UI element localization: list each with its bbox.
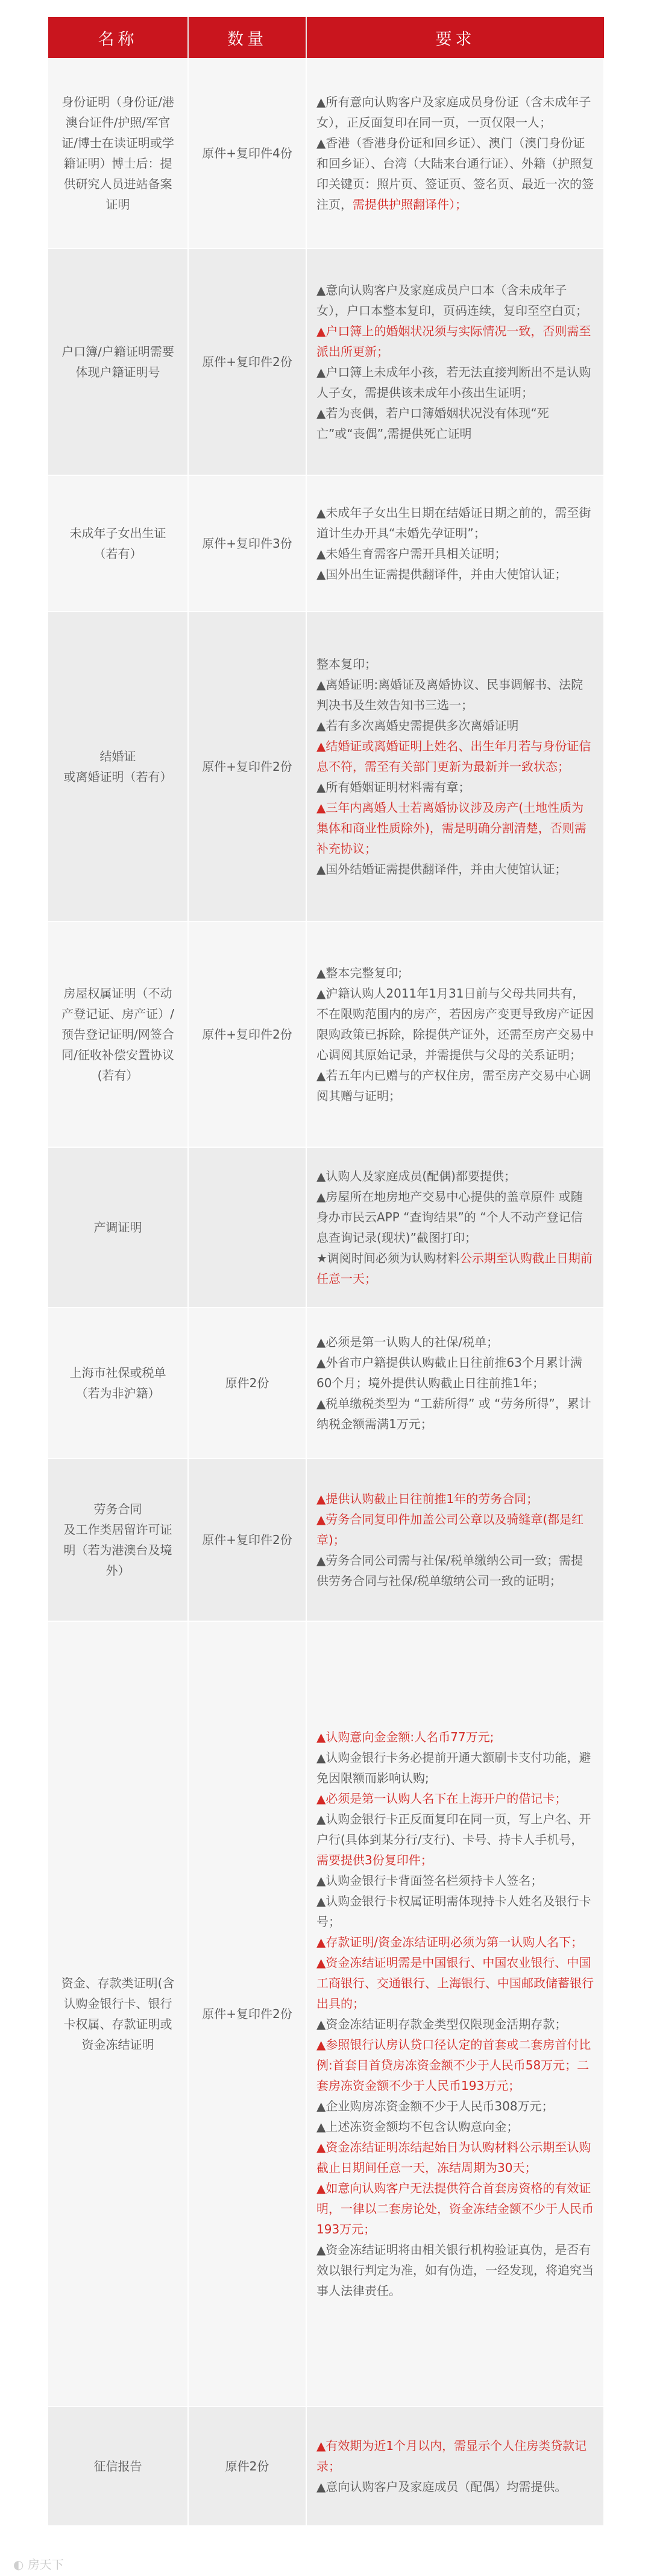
requirements-table [48,17,605,2527]
header-name: 名称 [48,17,188,58]
requirement-text: ▲认购金银行卡正反面复印在同一页，写上户名、开户行(具体到某分行/支行)、卡号、持卡人手机号， [316,1812,591,1847]
requirement-text: ▲必须是第一认购人的社保/税单； [316,1335,499,1349]
requirement-text-highlight: ▲资金冻结证明需是中国银行、中国农业银行、中国工商银行、交通银行、上海银行、中国邮政储蓄银行出具的； [316,1955,594,2011]
requirement-item [316,543,594,564]
requirement-text: ▲整本完整复印; [316,966,403,980]
cell-quantity: 原件+复印件2份 [188,1458,306,1621]
requirement-item [316,1788,594,1809]
requirement-text: ▲认购人及家庭成员(配偶)都要提供； [316,1169,516,1183]
cell-quantity: 原件+复印件2份 [188,1621,306,2407]
requirement-text: ▲劳务合同公司需与社保/税单缴纳公司一致；需提供劳务合同与社保/税单缴纳公司一致的证明； [316,1553,583,1588]
cell-requirements [306,1621,604,2407]
requirement-text: ▲资金冻结证明存款金类型仅限现金活期存款； [316,2017,567,2031]
table-row [48,2407,604,2526]
requirement-item [316,736,594,777]
requirement-text: ▲未婚生育需客户需开具相关证明； [316,546,507,561]
requirement-item [316,2014,594,2034]
requirement-text: ▲认购金银行卡务必提前开通大额刷卡支付功能，避免因限额而影响认购; [316,1750,591,1785]
requirement-item [316,1186,594,1248]
requirement-text: ▲若五年内已赠与的产权住房，需至房产交易中心调阅其赠与证明； [316,1068,591,1103]
requirement-text: ▲国外结婚证需提供翻译件，并由大使馆认证； [316,862,567,876]
cell-document-name: 未成年子女出生证（若有） [48,475,188,612]
requirement-text: ▲离婚证明:离婚证及离婚协议、民事调解书、法院判决书及生效告知书三选一； [316,677,583,712]
requirement-item [316,280,594,321]
cell-requirements [306,612,604,922]
cell-document-name: 上海市社保或税单 （若为非沪籍） [48,1308,188,1458]
cell-requirements [306,922,604,1147]
requirement-item [316,1952,594,2014]
requirement-item [316,674,594,715]
requirement-item [316,2096,594,2116]
cell-requirements [306,2407,604,2526]
footer-brand: 房天下 [27,2557,64,2572]
requirement-text-highlight: ▲劳务合同复印件加盖公司公章以及骑缝章(都是红章)； [316,1512,584,1547]
table-row [48,922,604,1147]
cell-quantity: 原件+复印件2份 [188,922,306,1147]
requirement-item [316,321,594,362]
cell-requirements [306,1458,604,1621]
requirement-item [316,1393,594,1434]
requirement-text: ★调阅时间必须为认购材料 [316,1251,460,1265]
requirement-text-highlight: ▲三年内离婚人士若离婚协议涉及房产(土地性质为集体和商业性质除外)，需是明确分割清楚，否则需补充协议； [316,800,587,856]
requirement-text-highlight: ▲结婚证或离婚证明上姓名、出生年月若与身份证信息不符，需至有关部门更新为最新并一致状态； [316,739,591,774]
requirement-text-highlight: ▲存款证明/资金冻结证明必须为第一认购人名下； [316,1935,583,1949]
requirement-text: ▲资金冻结证明将由相关银行机构验证真伪，是否有效以银行判定为准，如有伪造，一经发现，将追究当事人法律责任。 [316,2242,594,2298]
requirement-text: ▲认购金银行卡背面签名栏须持卡人签名； [316,1873,543,1888]
requirement-item [316,1065,594,1106]
cell-document-name: 房屋权属证明（不动产登记证、房产证）/预告登记证明/网签合同/征收补偿安置协议(若有） [48,922,188,1147]
cell-quantity: 原件+复印件4份 [188,58,306,248]
requirement-text-highlight: ▲认购意向金金额:人名币77万元; [316,1730,494,1744]
requirement-item [316,1891,594,1932]
table-row [48,58,604,248]
requirement-item [316,403,594,444]
header-quantity: 数量 [188,17,306,58]
requirement-item [316,133,594,215]
requirement-item [316,1509,594,1550]
requirement-text-highlight: ▲必须是第一认购人名下在上海开户的借记卡； [316,1791,567,1806]
requirement-text-highlight: ▲提供认购截止日往前推1年的劳务合同； [316,1492,539,1506]
cell-document-name: 资金、存款类证明(含认购金银行卡、银行卡权属、存款证明或资金冻结证明 [48,1621,188,2407]
requirement-item [316,2239,594,2301]
table-body [48,58,604,2526]
table-row [48,612,604,922]
cell-document-name: 户口簿/户籍证明需要体现户籍证明号 [48,248,188,475]
requirement-item [316,1332,594,1352]
cell-document-name: 身份证明（身份证/港澳台证件/护照/军官证/博士在读证明或学籍证明）博士后：提供研究人员进站备案证明 [48,58,188,248]
requirement-text: ▲沪籍认购人2011年1月31日前与父母共同共有，不在限购范围内的房产，若因房产变更导致房产证因限购政策已拆除，除提供产证外，还需至房产交易中心调阅其原始记录，并需提供与父母的关系证明； [316,986,594,1062]
requirement-item [316,1248,594,1289]
requirement-text-highlight: 需要提供3份复印件； [316,1853,433,1867]
requirement-item [316,1166,594,1186]
requirement-text: ▲企业购房冻资金额不少于人民币308万元； [316,2099,554,2113]
requirement-item [316,2137,594,2178]
requirement-item [316,2178,594,2239]
cell-requirements [306,1147,604,1308]
cell-quantity: 原件2份 [188,2407,306,2526]
requirement-text: ▲上述冻资金额均不包含认购意向金； [316,2119,519,2134]
requirement-text: ▲意向认购客户及家庭成员户口本（含未成年子女），户口本整本复印，页码连续，复印至空白页； [316,283,588,318]
cell-quantity: 原件+复印件2份 [188,248,306,475]
requirement-item [316,777,594,797]
table-header-row [48,17,604,58]
requirement-item [316,2116,594,2137]
requirement-text: ▲外省市户籍提供认购截止日往前推63个月累计满60个月；境外提供认购截止日往前推1年； [316,1355,582,1390]
requirement-text: ▲意向认购客户及家庭成员（配偶）均需提供。 [316,2479,567,2494]
requirement-text-highlight: ▲资金冻结证明冻结起始日为认购材料公示期至认购截止日期间任意一天，冻结周期为30天； [316,2140,591,2175]
requirement-item [316,564,594,584]
requirement-item [316,1352,594,1393]
brand-logo-icon: ◐ [13,2557,24,2572]
requirement-text-highlight: ▲如意向认购客户无法提供符合首套房资格的有效证明，一律以二套房论处，资金冻结金额不少于人民币193万元； [316,2181,594,2236]
requirement-text: ▲户口簿上未成年小孩，若无法直接判断出不是认购人子女，需提供该未成年小孩出生证明； [316,365,591,400]
cell-quantity [188,1147,306,1308]
table-row [48,248,604,475]
requirement-text: ▲国外出生证需提供翻译件，并由大使馆认证； [316,567,567,581]
cell-requirements [306,1308,604,1458]
requirement-item [316,2034,594,2096]
requirement-text: ▲若为丧偶，若户口簿婚姻状况没有体现“死亡”或“丧偶”,需提供死亡证明 [316,406,549,441]
requirement-text: ▲税单缴税类型为 “工薪所得” 或 “劳务所得”，累计纳税金额需满1万元； [316,1396,591,1431]
requirement-item [316,1550,594,1591]
requirement-item [316,983,594,1065]
requirement-item [316,1932,594,1952]
requirement-item [316,1489,594,1509]
requirement-item [316,715,594,736]
requirement-item [316,362,594,403]
requirements-table-wrapper [48,17,604,2527]
requirement-item [316,1870,594,1891]
requirement-text-highlight: ▲户口簿上的婚姻状况须与实际情况一致，否则需至派出所更新； [316,324,591,359]
requirement-text-highlight: ▲参照银行认房认贷口径认定的首套或二套房首付比例:首套目首贷房冻资金额不少于人民币58万元；二套房冻资金额不少于人民币193万元； [316,2037,591,2093]
requirement-text: ▲房屋所在地房地产交易中心提供的盖章原件 或随身办市民云APP “查询结果”的 “个人不动产登记信息查询记录(现状)”截图打印； [316,1189,583,1245]
cell-quantity: 原件+复印件2份 [188,612,306,922]
requirement-text: ▲所有意向认购客户及家庭成员身份证（含未成年子女），正反面复印在同一页，一页仅限一人； [316,94,591,130]
cell-requirements [306,58,604,248]
requirement-item [316,654,594,674]
table-row [48,475,604,612]
requirement-text: ▲所有婚姻证明材料需有章； [316,780,471,794]
table-row [48,1308,604,1458]
requirement-item [316,2435,594,2476]
requirement-text: ▲香港（香港身份证和回乡证）、澳门（澳门身份证和回乡证）、台湾（大陆来台通行证）、外籍（护照复印关键页：照片页、签证页、签名页、最近一次的签注页， [316,135,594,212]
requirement-text: ▲认购金银行卡权属证明需体现持卡人姓名及银行卡号； [316,1894,591,1929]
table-row [48,1147,604,1308]
requirement-item [316,1727,594,1747]
requirement-text-highlight: 公示期至认购截止日期前任意一天； [316,1251,593,1286]
cell-quantity: 原件2份 [188,1308,306,1458]
requirement-item [316,859,594,879]
table-row [48,1621,604,2407]
cell-document-name: 产调证明 [48,1147,188,1308]
cell-document-name: 结婚证 或离婚证明（若有） [48,612,188,922]
footer-watermark [13,2555,64,2572]
requirement-item [316,92,594,133]
requirement-text: ▲若有多次离婚史需提供多次离婚证明 [316,718,519,733]
cell-requirements [306,475,604,612]
cell-requirements [306,248,604,475]
requirement-text: ▲未成年子女出生日期在结婚证日期之前的，需至街道计生办开具“未婚先孕证明”； [316,505,591,540]
header-requirements: 要求 [306,17,604,58]
requirement-text-highlight: 需提供护照翻译件）； [353,197,467,212]
requirement-text: 整本复印； [316,657,377,671]
requirement-text-highlight: ▲有效期为近1个月以内，需显示个人住房类贷款记录； [316,2438,587,2473]
requirement-item [316,1747,594,1788]
cell-document-name: 征信报告 [48,2407,188,2526]
requirement-item [316,502,594,543]
cell-document-name: 劳务合同 及工作类居留许可证明（若为港澳台及境外） [48,1458,188,1621]
requirement-item [316,963,594,983]
requirement-item [316,1809,594,1870]
requirement-item [316,2476,594,2497]
requirement-item [316,797,594,859]
table-row [48,1458,604,1621]
cell-quantity: 原件+复印件3份 [188,475,306,612]
